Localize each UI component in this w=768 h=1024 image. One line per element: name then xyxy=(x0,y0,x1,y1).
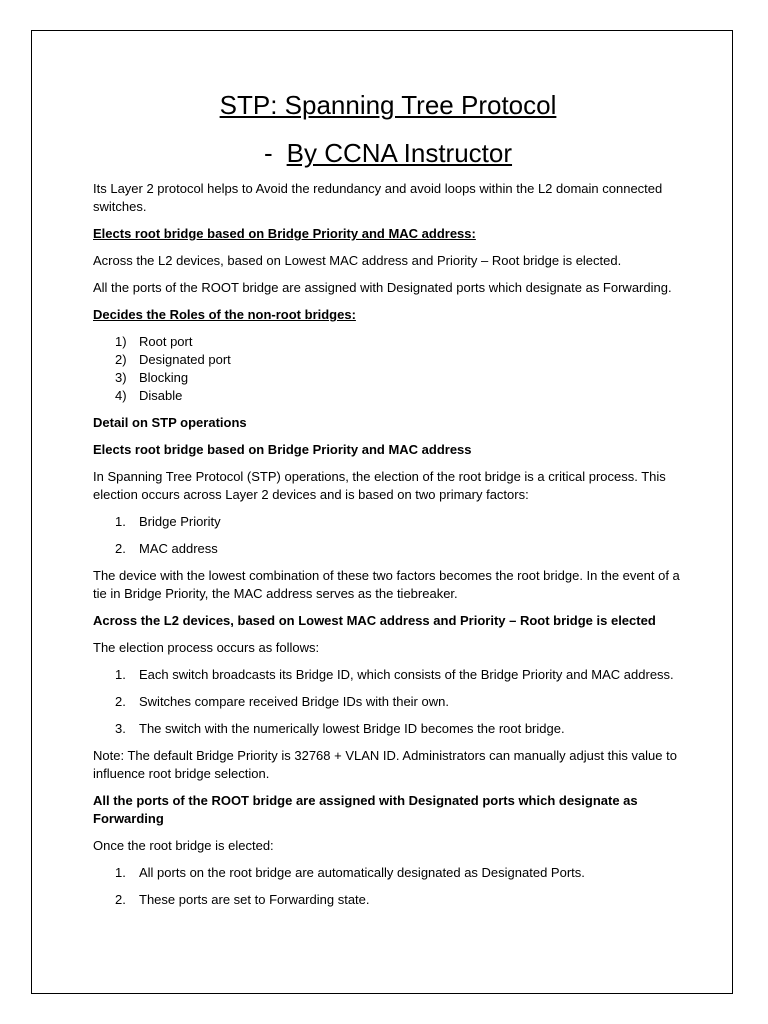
detail-subheading-3: All the ports of the ROOT bridge are assigned with Designated ports which designate as Forwarding xyxy=(93,793,638,826)
detail-paragraph-2: The device with the lowest combination of these two factors becomes the root bridge. In the event of a tie in Bridge Priority, the MAC address serves as the tiebreaker. xyxy=(93,568,680,601)
section-heading-roles: Decides the Roles of the non-root bridges: xyxy=(93,307,356,322)
list-item: 3) Blocking xyxy=(115,370,189,385)
list-item: 1. Bridge Priority xyxy=(115,514,221,529)
roles-list xyxy=(93,333,683,405)
list-item: 1. Each switch broadcasts its Bridge ID, which consists of the Bridge Priority and MAC address. xyxy=(115,667,674,682)
detail-subheading-2: Across the L2 devices, based on Lowest MAC address and Priority – Root bridge is elected xyxy=(93,613,656,628)
detail-paragraph-4: Once the root bridge is elected: xyxy=(93,838,274,853)
detail-paragraph-3: The election process occurs as follows: xyxy=(93,640,320,655)
detail-paragraph-1: In Spanning Tree Protocol (STP) operations, the election of the root bridge is a critical process. This election occurs across Layer 2 devices and is based on two primary factors: xyxy=(93,469,666,502)
subtitle-dash: - xyxy=(263,138,273,168)
election-steps-list xyxy=(93,666,683,738)
intro-paragraph: Its Layer 2 protocol helps to Avoid the redundancy and avoid loops within the L2 domain connected switches. xyxy=(93,181,663,214)
list-item: 2. Switches compare received Bridge IDs with their own. xyxy=(115,694,449,709)
root-steps-list xyxy=(93,864,683,909)
factors-list xyxy=(93,513,683,558)
section1-paragraph-2: All the ports of the ROOT bridge are assigned with Designated ports which designate as Forwarding. xyxy=(93,280,672,295)
document-title: STP: Spanning Tree Protocol xyxy=(219,90,557,120)
list-item: 1. All ports on the root bridge are automatically designated as Designated Ports. xyxy=(115,865,585,880)
list-item: 2. These ports are set to Forwarding state. xyxy=(115,892,370,907)
section1-paragraph-1: Across the L2 devices, based on Lowest MAC address and Priority – Root bridge is elected. xyxy=(93,253,622,268)
document-body xyxy=(93,88,683,918)
detail-note: Note: The default Bridge Priority is 32768 + VLAN ID. Administrators can manually adjust this value to influence root bridge selection. xyxy=(93,748,677,781)
detail-heading: Detail on STP operations xyxy=(93,415,247,430)
document-subtitle xyxy=(93,136,683,170)
list-item: 2. MAC address xyxy=(115,541,218,556)
list-item: 4) Disable xyxy=(115,388,183,403)
detail-subheading-1: Elects root bridge based on Bridge Priority and MAC address xyxy=(93,442,472,457)
list-item: 3. The switch with the numerically lowest Bridge ID becomes the root bridge. xyxy=(115,721,565,736)
section-heading-root-election: Elects root bridge based on Bridge Priority and MAC address: xyxy=(93,226,476,241)
subtitle-text: By CCNA Instructor xyxy=(286,138,513,168)
list-item: 2) Designated port xyxy=(115,352,231,367)
list-item: 1) Root port xyxy=(115,334,193,349)
